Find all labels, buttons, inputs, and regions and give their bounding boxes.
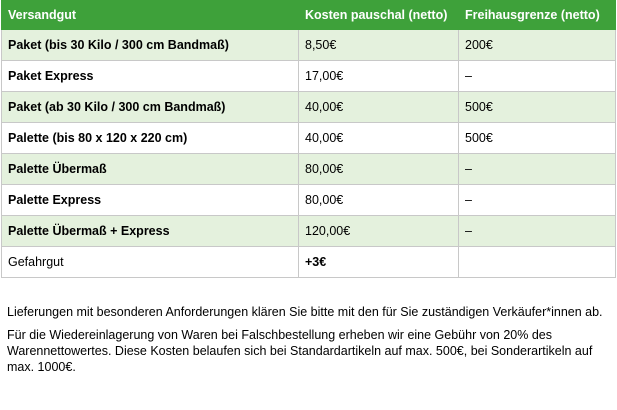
row-limit: – <box>459 154 616 185</box>
row-cost: +3€ <box>299 247 459 278</box>
note-restocking-fee: Für die Wiedereinlagerung von Waren bei Falschbestellung erheben wir eine Gebühr von 20% des Warennettowertes. Diese Kosten belaufen sich bei Standardartikeln auf max. 500€, bei Sonderartikeln auf max. 1000€. <box>7 328 593 374</box>
row-limit: 200€ <box>459 30 616 61</box>
row-name: Paket Express <box>2 61 299 92</box>
note-special-requirements: Lieferungen mit besonderen Anforderungen klären Sie bitte mit den für Sie zuständigen Verkäufer*innen ab. <box>7 305 603 319</box>
row-cost: 8,50€ <box>299 30 459 61</box>
row-cost: 80,00€ <box>299 185 459 216</box>
row-name: Gefahrgut <box>2 247 299 278</box>
table-header-row <box>2 1 616 30</box>
header-freihausgrenze: Freihausgrenze (netto) <box>459 1 616 30</box>
row-name: Palette Express <box>2 185 299 216</box>
row-name: Paket (bis 30 Kilo / 300 cm Bandmaß) <box>2 30 299 61</box>
header-versandgut: Versandgut <box>2 1 299 30</box>
row-cost: 120,00€ <box>299 216 459 247</box>
table-row <box>2 92 616 123</box>
row-limit: 500€ <box>459 123 616 154</box>
row-cost: 40,00€ <box>299 123 459 154</box>
row-limit <box>459 247 616 278</box>
row-limit: – <box>459 216 616 247</box>
table-row <box>2 216 616 247</box>
row-limit: – <box>459 185 616 216</box>
header-kosten: Kosten pauschal (netto) <box>299 1 459 30</box>
row-name: Paket (ab 30 Kilo / 300 cm Bandmaß) <box>2 92 299 123</box>
row-cost: 40,00€ <box>299 92 459 123</box>
table-row <box>2 247 616 278</box>
table-row <box>2 123 616 154</box>
table-row <box>2 185 616 216</box>
row-cost: 17,00€ <box>299 61 459 92</box>
row-name: Palette (bis 80 x 120 x 220 cm) <box>2 123 299 154</box>
row-cost: 80,00€ <box>299 154 459 185</box>
table-row <box>2 61 616 92</box>
row-limit: 500€ <box>459 92 616 123</box>
table-row <box>2 154 616 185</box>
row-limit: – <box>459 61 616 92</box>
notes-section <box>7 304 607 382</box>
row-name: Palette Übermaß <box>2 154 299 185</box>
row-name: Palette Übermaß + Express <box>2 216 299 247</box>
shipping-cost-table <box>1 0 616 278</box>
table-row <box>2 30 616 61</box>
